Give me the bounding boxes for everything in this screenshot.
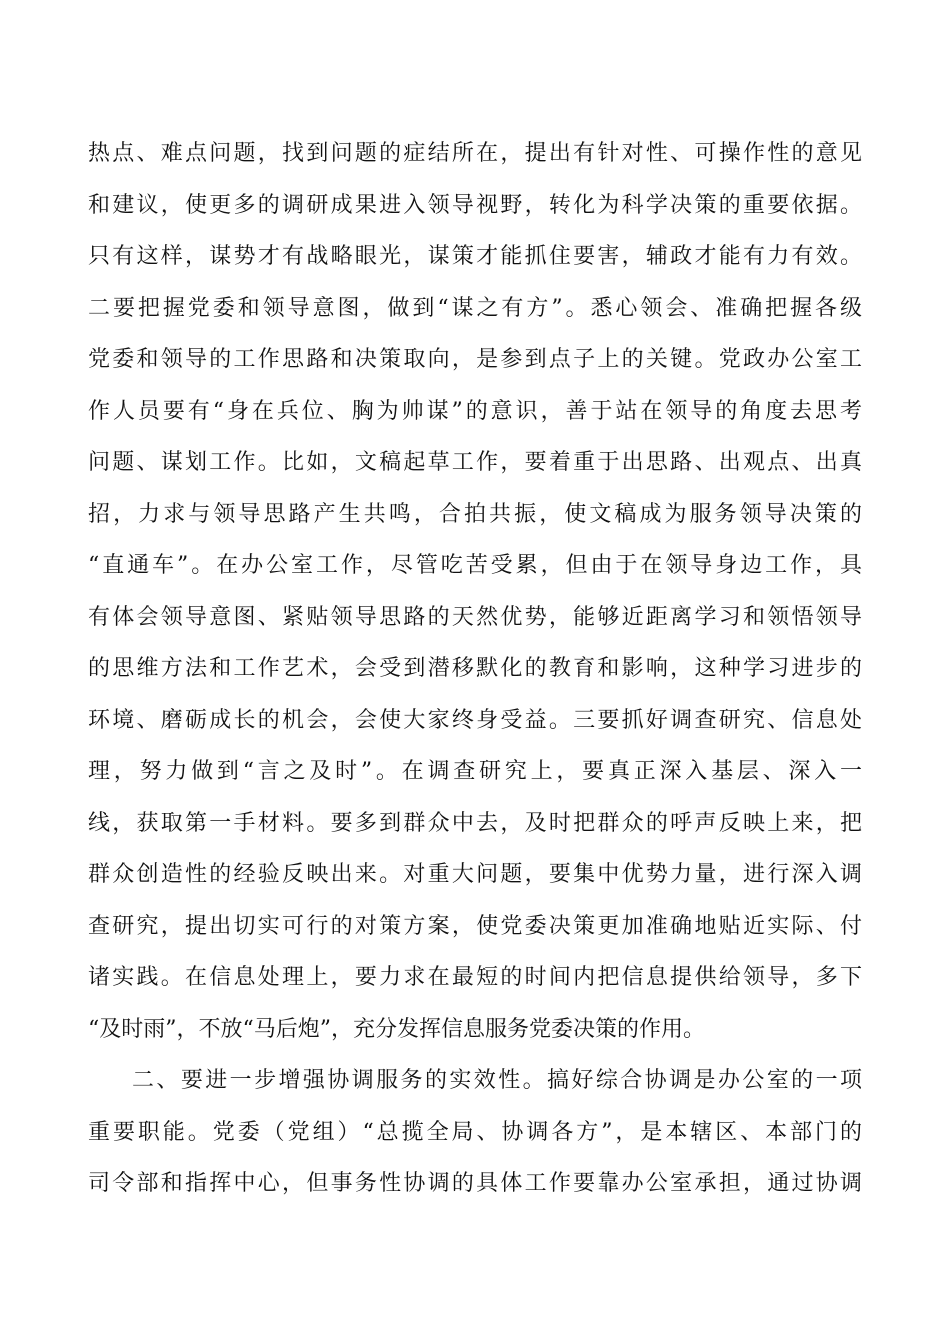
text-line: 环境、磨砺成长的机会，会使大家终身受益。三要抓好调查研究、信息处 — [88, 707, 862, 733]
text-line: 查研究，提出切实可行的对策方案，使党委决策更加准确地贴近实际、付 — [88, 913, 862, 939]
text-line: 党委和领导的工作思路和决策取向，是参到点子上的关键。党政办公室工 — [88, 347, 862, 372]
text-line: 理，努力做到“言之及时”。在调查研究上，要真正深入基层、深入一 — [88, 759, 862, 784]
document-page — [88, 128, 862, 1210]
text-line: 有体会领导意图、紧贴领导思路的天然优势，能够近距离学习和领悟领导 — [88, 604, 862, 630]
text-line: 诸实践。在信息处理上，要力求在最短的时间内把信息提供给领导，多下 — [88, 965, 862, 990]
paragraph-1 — [88, 128, 862, 1055]
text-line: 作人员要有“身在兵位、胸为帅谋”的意识，善于站在领导的角度去思考 — [88, 398, 862, 424]
text-line: 二、要进一步增强协调服务的实效性。搞好综合协调是办公室的一项 — [132, 1068, 862, 1093]
text-line: 只有这样，谋势才有战略眼光，谋策才能抓住要害，辅政才能有力有效。 — [88, 244, 862, 269]
text-line: 线，获取第一手材料。要多到群众中去，及时把群众的呼声反映上来，把 — [88, 810, 862, 836]
text-line: “直通车”。在办公室工作，尽管吃苦受累，但由于在领导身边工作，具 — [88, 553, 862, 578]
text-line: 司令部和指挥中心，但事务性协调的具体工作要靠办公室承担，通过协调 — [88, 1171, 862, 1196]
text-line: 重要职能。党委（党组）“总揽全局、协调各方”，是本辖区、本部门的 — [88, 1119, 862, 1145]
text-line: 和建议，使更多的调研成果进入领导视野，转化为科学决策的重要依据。 — [88, 192, 862, 218]
text-line: “及时雨”，不放“马后炮”，充分发挥信息服务党委决策的作用。 — [88, 1016, 705, 1042]
text-line: 的思维方法和工作艺术，会受到潜移默化的教育和影响，这种学习进步的 — [88, 656, 862, 681]
text-line: 问题、谋划工作。比如，文稿起草工作，要着重于出思路、出观点、出真 — [88, 450, 862, 475]
paragraph-2 — [88, 1055, 862, 1210]
text-line: 招，力求与领导思路产生共鸣，合拍共振，使文稿成为服务领导决策的 — [88, 501, 862, 527]
text-line: 群众创造性的经验反映出来。对重大问题，要集中优势力量，进行深入调 — [88, 862, 862, 887]
text-line: 热点、难点问题，找到问题的症结所在，提出有针对性、可操作性的意见 — [88, 141, 862, 166]
text-line: 二要把握党委和领导意图，做到“谋之有方”。悉心领会、准确把握各级 — [88, 295, 862, 321]
